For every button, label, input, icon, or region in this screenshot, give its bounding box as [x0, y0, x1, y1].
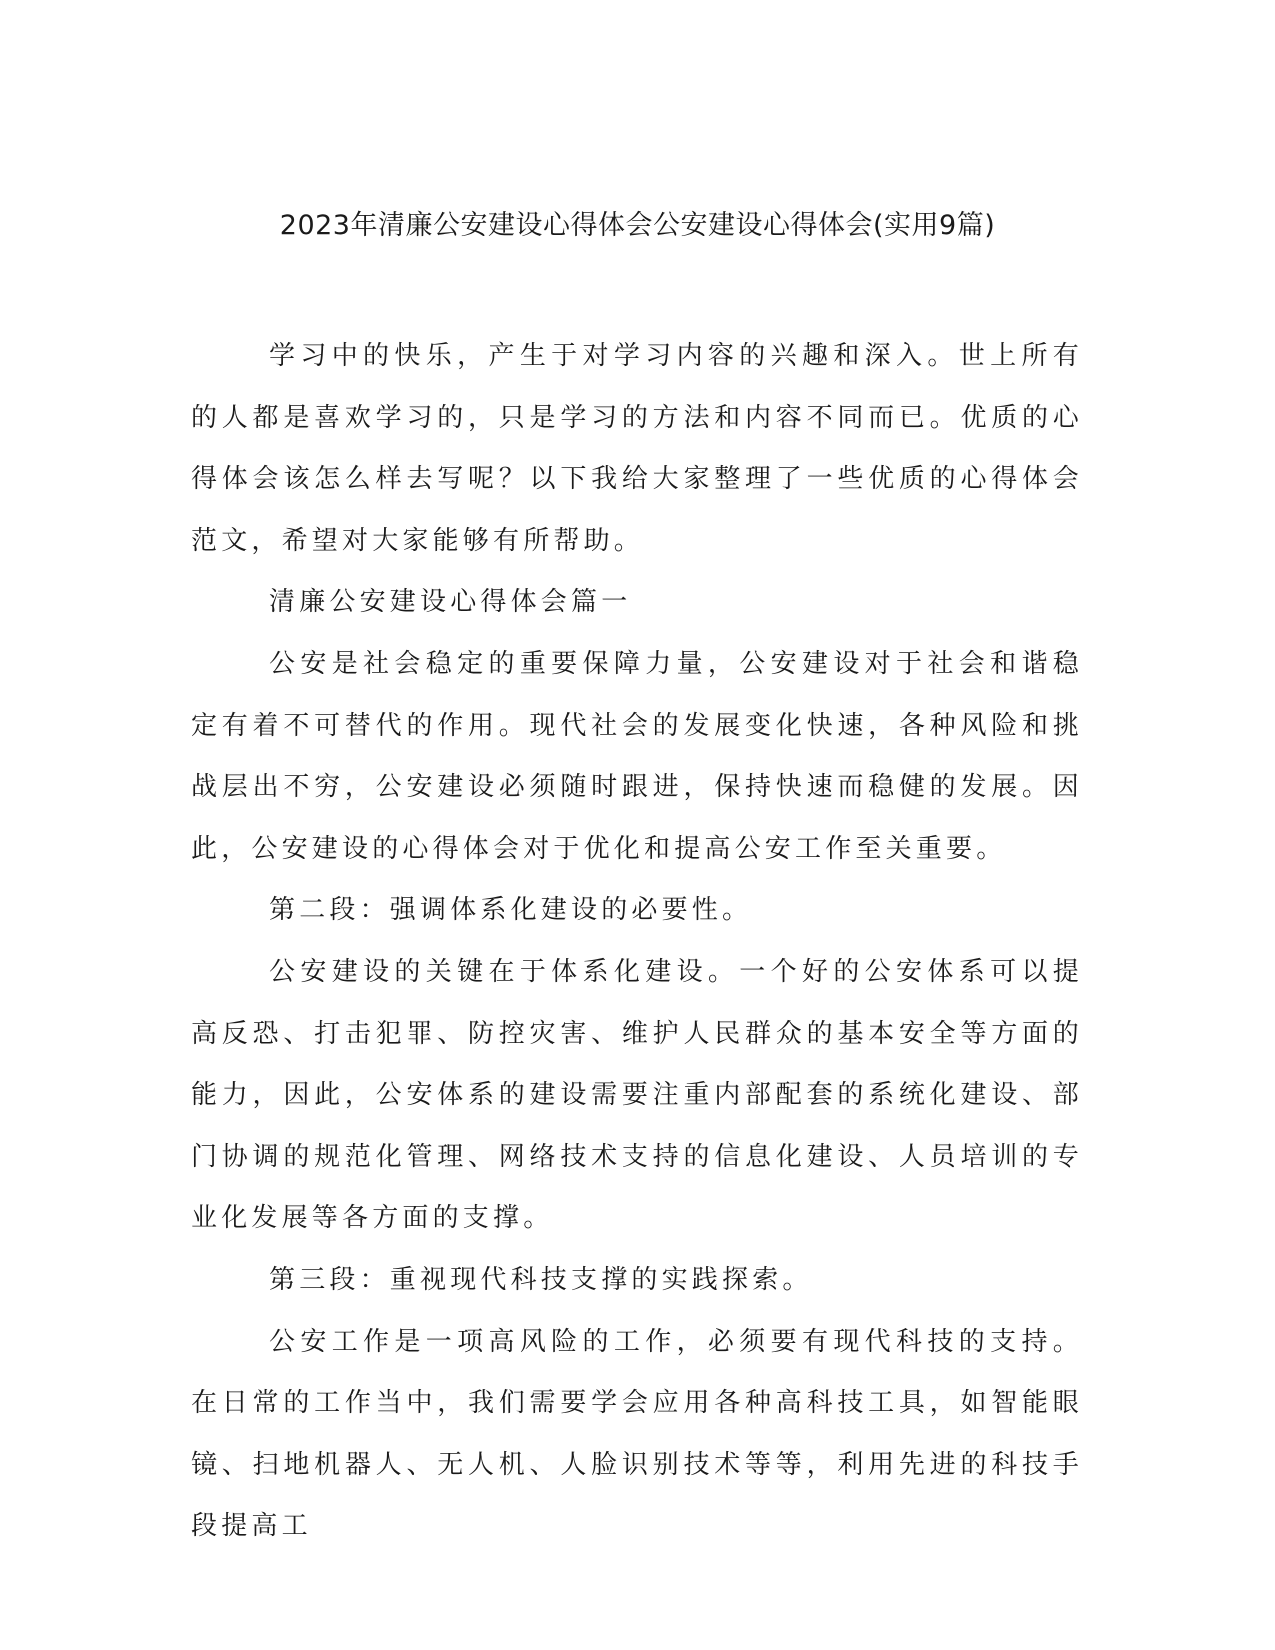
document-body	[191, 326, 1083, 1558]
body-paragraph: 公安建设的关键在于体系化建设。一个好的公安体系可以提高反恐、打击犯罪、防控灾害、维护人民群众的基本安全等方面的能力，因此，公安体系的建设需要注重内部配套的系统化建设、部门协调的规范化管理、网络技术支持的信息化建设、人员培训的专业化发展等各方面的支撑。	[191, 956, 1083, 1234]
intro-paragraph: 学习中的快乐，产生于对学习内容的兴趣和深入。世上所有的人都是喜欢学习的，只是学习的方法和内容不同而已。优质的心得体会该怎么样去写呢？以下我给大家整理了一些优质的心得体会范文，希望对大家能够有所帮助。	[191, 341, 1083, 556]
section-heading: 第三段：重视现代科技支撑的实践探索。	[269, 1264, 813, 1295]
section-heading: 清廉公安建设心得体会篇一	[269, 587, 632, 618]
body-paragraph: 公安工作是一项高风险的工作，必须要有现代科技的支持。在日常的工作当中，我们需要学会应用各种高科技工具，如智能眼镜、扫地机器人、无人机、人脸识别技术等等，利用先进的科技手段提高工	[191, 1326, 1083, 1542]
section-heading: 第二段：强调体系化建设的必要性。	[269, 895, 753, 926]
document-title: 2023年清廉公安建设心得体会公安建设心得体会(实用9篇)	[279, 210, 996, 241]
body-paragraph: 公安是社会稳定的重要保障力量，公安建设对于社会和谐稳定有着不可替代的作用。现代社会的发展变化快速，各种风险和挑战层出不穷，公安建设必须随时跟进，保持快速而稳健的发展。因此，公安建设的心得体会对于优化和提高公安工作至关重要。	[191, 648, 1083, 864]
